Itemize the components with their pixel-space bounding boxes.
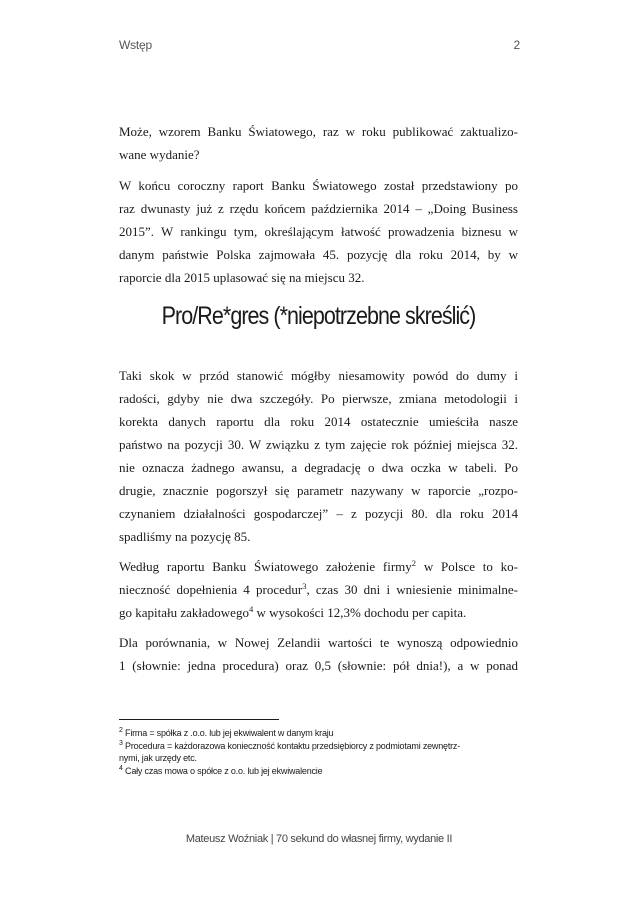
paragraph-3 — [119, 364, 518, 548]
footnote-2: $^2$ Firma = spółka z .o.o. lub jej ekwiwalent w danym kraju — [119, 727, 334, 738]
paragraph-2 — [119, 174, 518, 289]
paragraph-4 — [119, 555, 518, 624]
footnote-ref[interactable]: 3 — [302, 581, 307, 591]
footnote-ref[interactable]: 2 — [411, 558, 417, 568]
text-line: państwo na pozycji 30. W związku z tym zajęcie rok później miejsca 32. — [119, 437, 518, 452]
chapter-title: Wstęp — [119, 38, 153, 52]
section-heading: Pro/Re*gres (*niepotrzebne skreślić) — [161, 302, 476, 330]
text-line: korekta danych raportu dla roku 2014 ostatecznie umieściła nasze — [119, 414, 518, 429]
footnote-ref[interactable]: 4 — [248, 604, 254, 614]
text-line: go kapitału zakładowego$^4$ w wysokości 12,3% dochodu per capita. — [119, 604, 467, 620]
footnote-3-continued: nymi, jak urzędy etc. — [119, 753, 197, 763]
text-line: czynaniem działalności gospodarczej” – z pozycji 80. dla roku 2014 — [119, 506, 518, 521]
text-line: radości, gdyby nie dwa szczegóły. Po pierwsze, zmiana metodologii i — [119, 391, 518, 406]
running-header — [119, 38, 520, 52]
text-line: Dla porównania, w Nowej Zelandii wartości te wynoszą odpowiednio — [119, 635, 518, 650]
text-line: danym państwie Polska zajmowała 45. pozycję dla roku 2014, by w — [119, 247, 518, 262]
footnote-3: $^3$ Procedura = każdorazowa konieczność kontaktu przedsiębiorcy z podmiotami zewnętrz- — [119, 739, 461, 751]
paragraph-1 — [119, 120, 518, 166]
footnote-divider — [119, 719, 279, 720]
paragraph-5 — [119, 631, 518, 677]
text-line: 1 (słownie: jedna procedura) oraz 0,5 (słownie: pół dnia!), a w ponad — [119, 658, 518, 673]
text-line: spadliśmy na pozycję 85. — [119, 529, 251, 544]
text-line: wane wydanie? — [119, 147, 200, 162]
text-line: drugie, znacznie pogorszył się parametr nazywany w raporcie „rozpo- — [119, 483, 518, 498]
footnote-4: $^4$ Cały czas mowa o spółce z o.o. lub jej ekwiwalencie — [119, 764, 323, 776]
footnotes — [119, 727, 519, 777]
running-footer: Mateusz Woźniak | 70 sekund do własnej firmy, wydanie II — [185, 833, 453, 845]
text-line: 2015”. W rankingu tym, określającym łatwość prowadzenia biznesu w — [119, 224, 518, 239]
text-line: Taki skok w przód stanowić mógłby niesamowity powód do dumy i — [119, 368, 518, 383]
text-line: nie oznacza żadnego awansu, a degradację o dwa oczka w tabeli. Po — [119, 460, 518, 475]
text-line: raz dwunasty już z rzędu końcem października 2014 – „Doing Business — [119, 201, 518, 216]
text-line: Może, wzorem Banku Światowego, raz w roku publikować zaktualizo- — [119, 124, 518, 139]
text-line: nieczność dopełnienia 4 procedur$^3$, czas 30 dni i wniesienie minimalne- — [119, 581, 518, 597]
text-line: Według raportu Banku Światowego założenie firmy$^2$ w Polsce to ko- — [119, 558, 518, 574]
page-number: 2 — [513, 38, 520, 52]
text-line: raporcie dla 2015 uplasować się na miejscu 32. — [119, 270, 365, 285]
text-line: W końcu coroczny raport Banku Światowego został przedstawiony po — [119, 178, 518, 193]
